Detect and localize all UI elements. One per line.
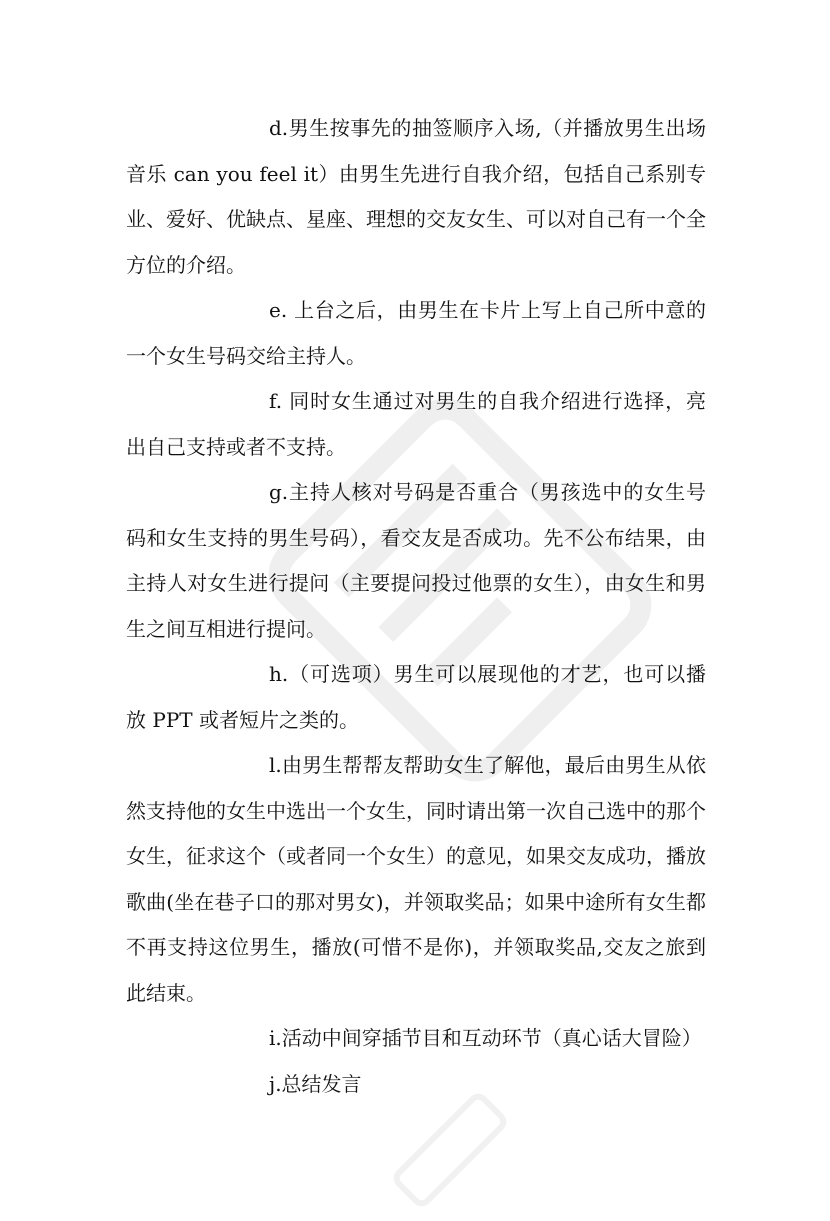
document-body — [126, 106, 706, 1107]
paragraph-e: e. 上台之后，由男生在卡片上写上自己所中意的一个女生号码交给主持人。 — [126, 298, 706, 368]
paragraph-i: i.活动中间穿插节目和互动环节（真心话大冒险） — [269, 1026, 702, 1050]
paragraph-g: g.主持人核对号码是否重合（男孩选中的女生号码和女生支持的男生号码），看交友是否成功。先不公布结果，由主持人对女生进行提问（主要提问投过他票的女生），由女生和男生之间互相进行提问。 — [126, 480, 706, 641]
paragraph-d: d.男生按事先的抽签顺序入场,（并播放男生出场音乐 can you feel it）由男生先进行自我介绍，包括自己系别专业、爱好、优缺点、星座、理想的交友女生、可以对自己有一个全方位的介绍。 — [126, 116, 706, 277]
paragraph-h: h.（可选项）男生可以展现他的才艺，也可以播放 PPT 或者短片之类的。 — [126, 662, 706, 732]
paragraph-j: j.总结发言 — [269, 1071, 362, 1096]
paragraph-l: l.由男生帮帮友帮助女生了解他，最后由男生从依然支持他的女生中选出一个女生，同时请出第一次自己选中的那个女生，征求这个（或者同一个女生）的意见，如果交友成功，播放歌曲(坐在巷子口的那对男女)，并领取奖品；如果中途所有女生都不再支持这位男生，播放(可惜不是你)，并领取奖品,交友之旅到此结束。 — [126, 753, 706, 1005]
paragraph-f: f. 同时女生通过对男生的自我介绍进行选择，亮出自己支持或者不支持。 — [126, 389, 706, 459]
